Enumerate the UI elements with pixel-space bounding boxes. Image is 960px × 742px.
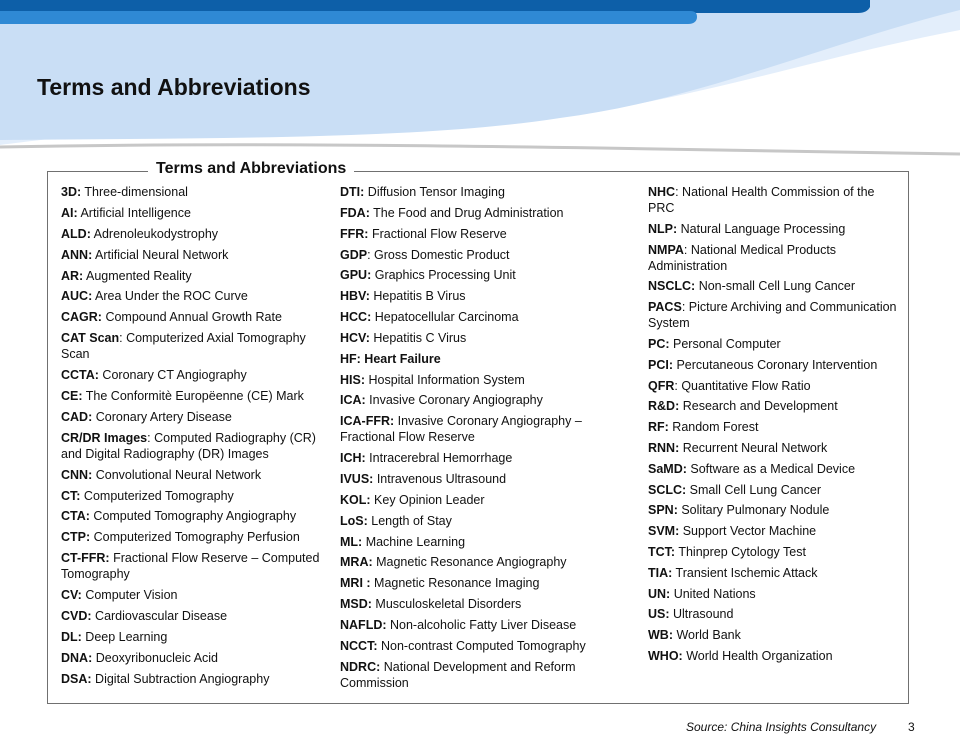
- abbreviation-definition: Intracerebral Hemorrhage: [365, 451, 513, 466]
- abbreviation-entry: [61, 205, 336, 221]
- abbreviation-term: UN:: [648, 586, 671, 601]
- abbreviation-entry: [340, 450, 615, 466]
- header-mid-stripe: [0, 11, 697, 24]
- abbreviation-entry: [340, 392, 615, 408]
- abbreviation-entry: [340, 330, 615, 346]
- abbreviation-term: CCTA:: [61, 368, 99, 383]
- abbreviation-term: FFR:: [340, 226, 369, 241]
- abbreviation-entry: [340, 226, 615, 242]
- abbreviation-entry: [648, 586, 903, 602]
- abbreviation-entry: [340, 471, 615, 487]
- abbreviation-term: CR/DR Images: [61, 430, 148, 445]
- abbreviation-entry: [648, 606, 903, 622]
- abbreviation-entry: [340, 554, 615, 570]
- abbreviation-definition: : Picture Archiving and Communication System: [648, 300, 897, 331]
- abbreviation-entry: [648, 502, 903, 518]
- abbreviation-definition: Invasive Coronary Angiography: [365, 393, 543, 408]
- abbreviation-term: CT-FFR:: [61, 551, 110, 566]
- abbreviation-definition: United Nations: [670, 586, 756, 601]
- abbreviation-entry: [61, 550, 336, 582]
- abbreviation-term: LoS:: [340, 513, 368, 528]
- abbreviation-entry: [340, 372, 615, 388]
- abbreviation-definition: Small Cell Lung Cancer: [686, 482, 821, 497]
- abbreviation-term: ICA-FFR:: [340, 414, 395, 429]
- abbreviation-term: NSCLC:: [648, 279, 696, 294]
- abbreviation-term: PCI:: [648, 357, 673, 372]
- abbreviation-term: NLP:: [648, 221, 678, 236]
- abbreviation-entry: [340, 288, 615, 304]
- abbreviation-term: KOL:: [340, 492, 371, 507]
- abbreviation-term: NDRC:: [340, 659, 381, 674]
- terms-column-1: [61, 184, 336, 692]
- abbreviation-definition: World Health Organization: [682, 648, 833, 663]
- source-note: Source: China Insights Consultancy: [686, 720, 877, 734]
- abbreviation-term: SaMD:: [648, 461, 687, 476]
- abbreviation-entry: [648, 357, 903, 373]
- abbreviation-definition: Compound Annual Growth Rate: [101, 310, 282, 325]
- abbreviation-entry: [340, 575, 615, 591]
- abbreviation-entry: [61, 268, 336, 284]
- abbreviation-term: MSD:: [340, 597, 372, 612]
- abbreviation-term: NCCT:: [340, 638, 378, 653]
- abbreviation-term: ML:: [340, 534, 363, 549]
- abbreviation-definition: Computerized Tomography: [80, 488, 234, 503]
- abbreviation-term: SVM:: [648, 524, 680, 539]
- abbreviation-term: GDP: [340, 247, 368, 262]
- abbreviation-entry: [61, 247, 336, 263]
- page-number: 3: [908, 720, 915, 734]
- abbreviation-entry: [61, 330, 336, 362]
- abbreviation-entry: [340, 534, 615, 550]
- abbreviation-term: US:: [648, 607, 670, 622]
- abbreviation-definition: Artificial Neural Network: [92, 247, 229, 262]
- abbreviation-term: ALD:: [61, 226, 91, 241]
- abbreviation-definition: Length of Stay: [367, 513, 452, 528]
- abbreviation-entry: [340, 267, 615, 283]
- abbreviation-entry: [61, 288, 336, 304]
- abbreviation-term: MRA:: [340, 555, 373, 570]
- abbreviation-entry: [61, 184, 336, 200]
- abbreviation-entry: [61, 529, 336, 545]
- abbreviation-definition: Diffusion Tensor Imaging: [364, 185, 505, 199]
- terms-column-2: [340, 184, 615, 695]
- abbreviation-definition: Intravenous Ultrasound: [373, 471, 507, 486]
- abbreviation-definition: Transient Ischemic Attack: [672, 565, 818, 580]
- abbreviation-entry: [648, 221, 903, 237]
- header-gray-line: [0, 145, 960, 154]
- abbreviation-definition: Hospital Information System: [365, 372, 525, 387]
- abbreviation-term: DSA:: [61, 671, 92, 686]
- abbreviation-entry: [648, 378, 903, 394]
- abbreviation-term: CTA:: [61, 509, 90, 524]
- abbreviation-term: HCC:: [340, 310, 372, 325]
- abbreviation-entry: [340, 638, 615, 654]
- abbreviation-term: CAGR:: [61, 310, 102, 325]
- abbreviation-entry: [648, 461, 903, 477]
- abbreviation-term: ICA:: [340, 393, 366, 408]
- abbreviation-entry: [61, 367, 336, 383]
- abbreviation-definition: Deoxyribonucleic Acid: [92, 650, 219, 665]
- abbreviation-definition: : National Health Commission of the PRC: [648, 185, 875, 215]
- abbreviation-entry: [648, 627, 903, 643]
- abbreviation-entry: [61, 608, 336, 624]
- abbreviation-definition: Digital Subtraction Angiography: [91, 671, 270, 686]
- abbreviation-entry: [61, 309, 336, 325]
- abbreviation-term: NMPA: [648, 242, 684, 257]
- abbreviation-entry: [340, 659, 615, 691]
- abbreviation-entry: [648, 336, 903, 352]
- abbreviation-definition: Support Vector Machine: [679, 524, 817, 539]
- abbreviation-entry: [648, 565, 903, 581]
- abbreviation-definition: Key Opinion Leader: [370, 492, 485, 507]
- abbreviation-definition: : National Medical Products Administration: [648, 242, 837, 273]
- abbreviation-term: FDA:: [340, 205, 370, 220]
- abbreviation-definition: Percutaneous Coronary Intervention: [673, 357, 878, 372]
- abbreviation-definition: Coronary CT Angiography: [98, 368, 247, 383]
- terms-column-3: [648, 184, 903, 669]
- abbreviation-entry: [648, 482, 903, 498]
- abbreviation-definition: Coronary Artery Disease: [92, 409, 232, 424]
- abbreviation-entry: [61, 388, 336, 404]
- abbreviation-definition: Computed Tomography Angiography: [89, 509, 297, 524]
- abbreviation-definition: Thinprep Cytology Test: [675, 544, 806, 559]
- abbreviation-term: R&D:: [648, 399, 680, 414]
- abbreviation-entry: [648, 278, 903, 294]
- abbreviation-entry: [648, 523, 903, 539]
- abbreviation-term: PACS: [648, 300, 682, 315]
- abbreviation-entry: [340, 247, 615, 263]
- abbreviation-entry: [340, 617, 615, 633]
- abbreviation-entry: [648, 184, 903, 216]
- abbreviation-entry: [648, 299, 903, 331]
- abbreviation-entry: [648, 419, 903, 435]
- abbreviation-term: TIA:: [648, 565, 673, 580]
- abbreviation-definition: Fractional Flow Reserve: [368, 226, 507, 241]
- abbreviation-entry: [340, 351, 615, 367]
- abbreviation-definition: Deep Learning: [81, 629, 168, 644]
- abbreviation-definition: Fractional Flow Reserve – Computed Tomography: [61, 551, 320, 582]
- abbreviation-definition: Three-dimensional: [81, 185, 188, 199]
- abbreviation-definition: Magnetic Resonance Imaging: [370, 576, 540, 591]
- abbreviation-definition: Hepatitis C Virus: [369, 330, 467, 345]
- abbreviation-entry: [61, 671, 336, 687]
- abbreviation-definition: National Development and Reform Commission: [340, 659, 576, 690]
- abbreviation-term: AI:: [61, 205, 78, 220]
- abbreviation-entry: [61, 409, 336, 425]
- abbreviation-definition: World Bank: [673, 628, 741, 643]
- abbreviation-entry: [340, 309, 615, 325]
- abbreviation-definition: Recurrent Neural Network: [679, 440, 828, 455]
- abbreviation-term: ICH:: [340, 451, 366, 466]
- abbreviation-term: HBV:: [340, 289, 370, 304]
- abbreviation-term: QFR: [648, 378, 675, 393]
- abbreviation-definition: Artificial Intelligence: [77, 205, 191, 220]
- abbreviation-term: CAD:: [61, 409, 93, 424]
- abbreviation-term: HCV:: [340, 330, 370, 345]
- abbreviation-entry: [61, 508, 336, 524]
- abbreviation-term: AR:: [61, 268, 84, 283]
- abbreviation-term: DTI:: [340, 185, 365, 199]
- abbreviation-term: RF:: [648, 420, 669, 435]
- abbreviation-term: WB:: [648, 628, 673, 643]
- abbreviation-entry: [61, 467, 336, 483]
- abbreviation-definition: Ultrasound: [669, 607, 734, 622]
- abbreviation-definition: Augmented Reality: [83, 268, 192, 283]
- abbreviation-definition: Machine Learning: [362, 534, 466, 549]
- abbreviation-entry: [61, 226, 336, 242]
- abbreviation-term: SCLC:: [648, 482, 687, 497]
- abbreviation-entry: [340, 184, 615, 200]
- abbreviation-term: ANN:: [61, 247, 93, 262]
- abbreviation-term: RNN:: [648, 440, 680, 455]
- abbreviation-entry: [340, 513, 615, 529]
- abbreviation-term: DL:: [61, 629, 82, 644]
- abbreviation-entry: [648, 242, 903, 274]
- abbreviation-term: CTP:: [61, 530, 91, 545]
- abbreviation-term: CE:: [61, 389, 83, 404]
- abbreviation-term: CV:: [61, 588, 82, 603]
- abbreviation-entry: [61, 587, 336, 603]
- abbreviation-definition: Non-small Cell Lung Cancer: [695, 279, 856, 294]
- abbreviation-definition: Computerized Tomography Perfusion: [90, 530, 300, 545]
- abbreviation-term: TCT:: [648, 544, 676, 559]
- abbreviation-definition: Cardiovascular Disease: [91, 609, 228, 624]
- abbreviation-term: 3D:: [61, 185, 82, 199]
- page-title: Terms and Abbreviations: [37, 74, 311, 100]
- abbreviation-definition: Hepatocellular Carcinoma: [371, 310, 519, 325]
- abbreviation-term: MRI :: [340, 576, 371, 591]
- abbreviation-definition: Convolutional Neural Network: [92, 467, 262, 482]
- abbreviation-entry: [340, 413, 615, 445]
- abbreviation-definition: Non-contrast Computed Tomography: [377, 638, 586, 653]
- abbreviation-term: CAT Scan: [61, 331, 120, 346]
- abbreviation-term: DNA:: [61, 650, 93, 665]
- abbreviation-definition: : Gross Domestic Product: [367, 247, 510, 262]
- abbreviation-definition: Area Under the ROC Curve: [92, 289, 248, 304]
- abbreviation-definition: Solitary Pulmonary Nodule: [677, 503, 830, 518]
- abbreviation-term: PC:: [648, 336, 670, 351]
- abbreviation-entry: [61, 629, 336, 645]
- abbreviation-definition: Random Forest: [668, 420, 759, 435]
- abbreviation-entry: [648, 398, 903, 414]
- abbreviation-definition: : Quantitative Flow Ratio: [674, 378, 811, 393]
- abbreviation-term: CT:: [61, 488, 81, 503]
- abbreviation-entry: [340, 205, 615, 221]
- abbreviation-entry: [61, 488, 336, 504]
- abbreviation-entry: [340, 492, 615, 508]
- abbreviation-term: SPN:: [648, 503, 678, 518]
- abbreviation-definition: Magnetic Resonance Angiography: [372, 555, 567, 570]
- abbreviation-term: CVD:: [61, 609, 92, 624]
- abbreviation-entry: [648, 544, 903, 560]
- abbreviation-entry: [61, 430, 336, 462]
- abbreviation-term: IVUS:: [340, 471, 374, 486]
- abbreviation-entry: [340, 596, 615, 612]
- abbreviation-definition: : Computed Radiography (CR) and Digital Radiography (DR) Images: [61, 430, 316, 461]
- abbreviation-term: AUC:: [61, 289, 93, 304]
- abbreviation-term: HF: Heart Failure: [340, 351, 441, 366]
- abbreviation-term: WHO:: [648, 648, 683, 663]
- box-title: Terms and Abbreviations: [148, 160, 354, 178]
- abbreviation-definition: Personal Computer: [669, 336, 781, 351]
- abbreviation-definition: Computer Vision: [81, 588, 178, 603]
- abbreviation-term: NAFLD:: [340, 617, 387, 632]
- abbreviation-term: CNN:: [61, 467, 93, 482]
- abbreviation-definition: The Conformitè Europëenne (CE) Mark: [82, 389, 304, 404]
- abbreviation-definition: Musculoskeletal Disorders: [371, 597, 522, 612]
- abbreviation-definition: Invasive Coronary Angiography – Fractional Flow Reserve: [340, 414, 582, 445]
- abbreviation-definition: Hepatitis B Virus: [369, 289, 466, 304]
- abbreviation-term: HIS:: [340, 372, 365, 387]
- abbreviation-definition: : Computerized Axial Tomography Scan: [61, 331, 306, 362]
- abbreviation-definition: Non-alcoholic Fatty Liver Disease: [386, 617, 577, 632]
- abbreviation-term: NHC: [648, 185, 676, 199]
- abbreviation-definition: Adrenoleukodystrophy: [90, 226, 219, 241]
- abbreviation-definition: Research and Development: [679, 399, 838, 414]
- abbreviation-entry: [61, 650, 336, 666]
- abbreviation-definition: Software as a Medical Device: [686, 461, 856, 476]
- abbreviation-term: GPU:: [340, 268, 372, 283]
- abbreviation-entry: [648, 648, 903, 664]
- abbreviation-definition: The Food and Drug Administration: [369, 205, 564, 220]
- abbreviation-definition: Natural Language Processing: [677, 221, 846, 236]
- abbreviation-definition: Graphics Processing Unit: [371, 268, 516, 283]
- abbreviation-entry: [648, 440, 903, 456]
